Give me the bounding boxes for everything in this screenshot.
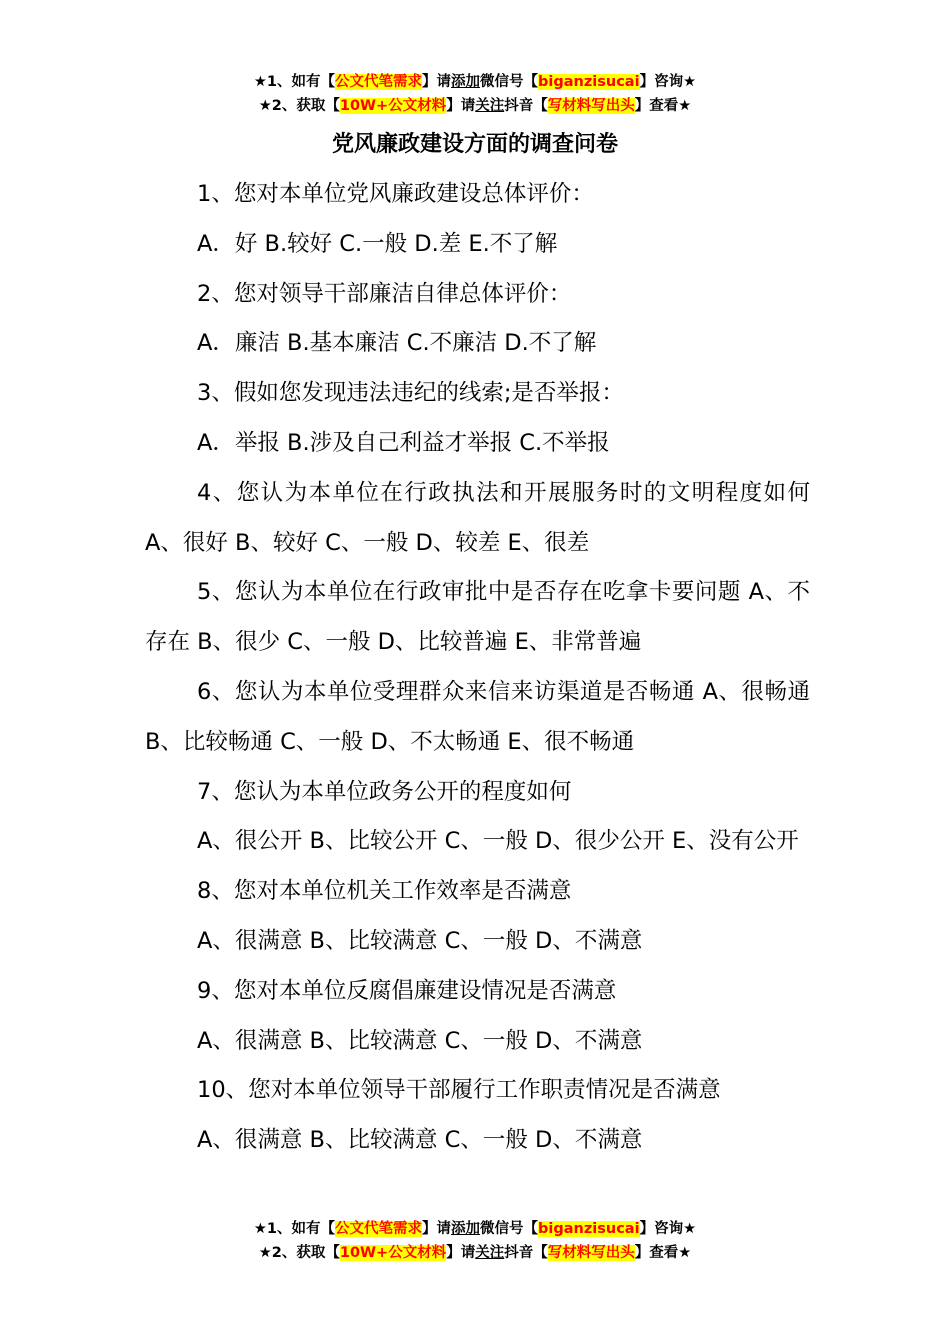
star-icon: ★: [678, 98, 692, 114]
answer-options-1: A．好 B.较好 C.一般 D.差 E.不了解: [197, 230, 558, 257]
banner-line-1: ★1、如有【公文代笔需求】请添加微信号【biganzisucai】咨询★: [253, 74, 697, 90]
document-body: [145, 170, 810, 1166]
star-icon: ★: [683, 1221, 697, 1237]
answer-options-7: A、很公开 B、比较公开 C、一般 D、很少公开 E、没有公开: [197, 828, 799, 855]
douyin-account: 写材料写出头: [547, 98, 635, 114]
question-5: 5、您认为本单位在行政审批中是否存在吃拿卡要问题 A、不存在 B、很少 C、一般 D、比较普遍 E、非常普遍: [145, 579, 810, 656]
question-9: 9、您对本单位反腐倡廉建设情况是否满意: [197, 977, 617, 1004]
question-4: 4、您认为本单位在行政执法和开展服务时的文明程度如何 A、很好 B、较好 C、一般 D、较差 E、很差: [145, 479, 810, 556]
question-8: 8、您对本单位机关工作效率是否满意: [197, 878, 572, 905]
highlight-service: 公文代笔需求: [335, 1221, 423, 1237]
banner-line-2: ★2、获取【10W+公文材料】请关注抖音【写材料写出头】查看★: [258, 98, 692, 114]
answer-options-3: A．举报 B.涉及自己利益才举报 C.不举报: [197, 429, 610, 456]
star-icon: ★: [678, 1245, 692, 1261]
wechat-id: biganzisucai: [538, 74, 640, 90]
question-10: 10、您对本单位领导干部履行工作职责情况是否满意: [197, 1077, 721, 1104]
header-banner: [0, 70, 950, 118]
highlight-materials: 10W+公文材料: [339, 1245, 447, 1261]
banner-line-1: ★1、如有【公文代笔需求】请添加微信号【biganzisucai】咨询★: [253, 1221, 697, 1237]
wechat-id: biganzisucai: [538, 1221, 640, 1237]
star-icon: ★: [258, 98, 272, 114]
answer-options-8: A、很满意 B、比较满意 C、一般 D、不满意: [197, 927, 643, 954]
question-2: 2、您对领导干部廉洁自律总体评价：: [197, 280, 572, 307]
footer-banner: [0, 1217, 950, 1265]
douyin-account: 写材料写出头: [547, 1245, 635, 1261]
answer-options-2: A．廉洁 B.基本廉洁 C.不廉洁 D.不了解: [197, 330, 597, 357]
question-6: 6、您认为本单位受理群众来信来访渠道是否畅通 A、很畅通 B、比较畅通 C、一般 D、不太畅通 E、很不畅通: [145, 678, 810, 755]
answer-options-9: A、很满意 B、比较满意 C、一般 D、不满意: [197, 1027, 643, 1054]
document-title: 党风廉政建设方面的调查问卷: [331, 132, 618, 157]
star-icon: ★: [258, 1245, 272, 1261]
star-icon: ★: [683, 74, 697, 90]
star-icon: ★: [253, 1221, 267, 1237]
star-icon: ★: [253, 74, 267, 90]
question-1: 1、您对本单位党风廉政建设总体评价：: [197, 181, 594, 207]
banner-line-2: ★2、获取【10W+公文材料】请关注抖音【写材料写出头】查看★: [258, 1245, 692, 1261]
question-3: 3、假如您发现违法违纪的线索;是否举报：: [197, 380, 624, 407]
highlight-materials: 10W+公文材料: [339, 98, 447, 114]
answer-options-10: A、很满意 B、比较满意 C、一般 D、不满意: [197, 1127, 643, 1154]
highlight-service: 公文代笔需求: [335, 74, 423, 90]
question-7: 7、您认为本单位政务公开的程度如何: [197, 778, 572, 805]
